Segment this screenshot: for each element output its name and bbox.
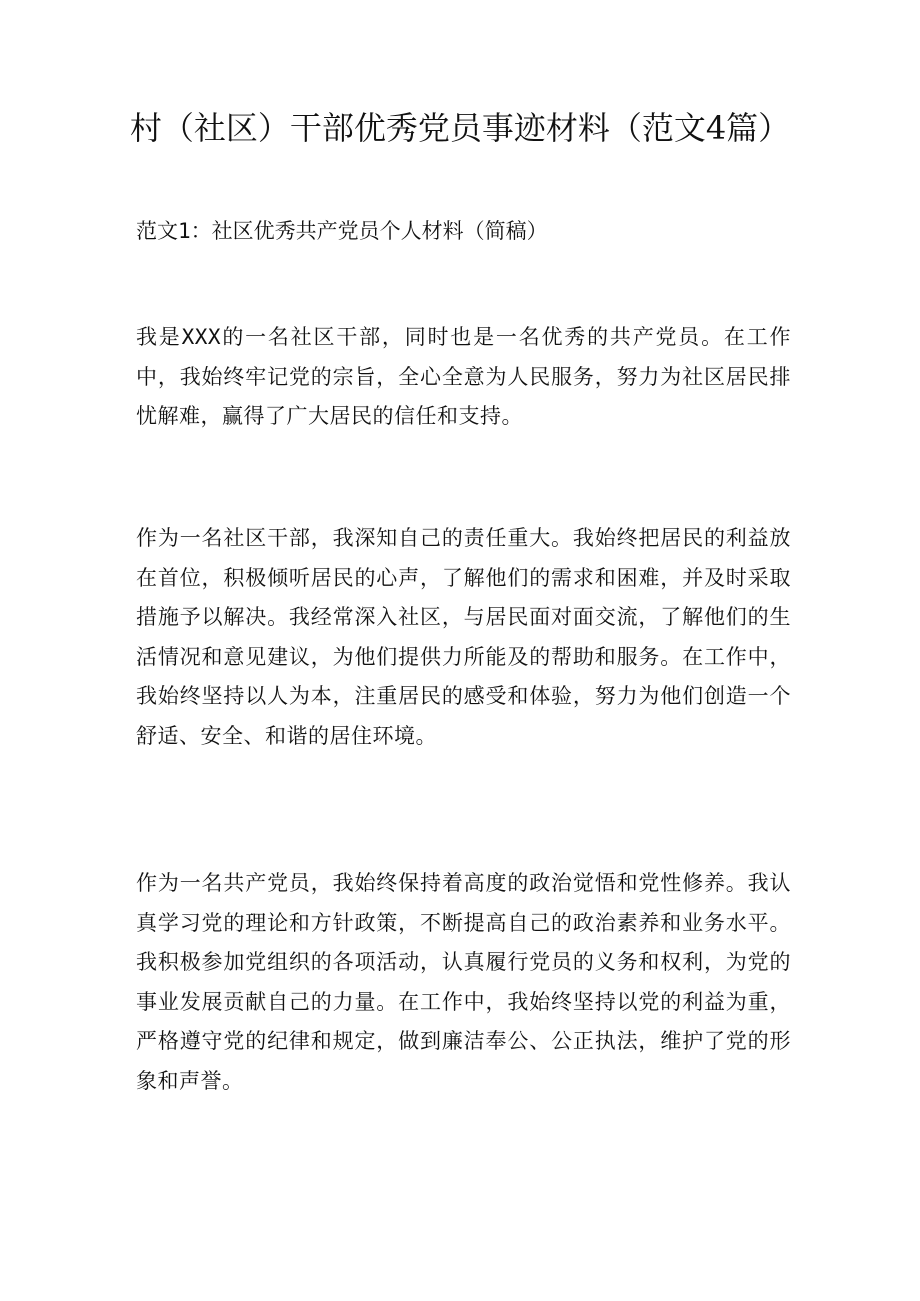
section-subtitle: 范文1：社区优秀共产党员个人材料（简稿） <box>136 219 548 243</box>
paragraph-1: 我是XXX的一名社区干部，同时也是一名优秀的共产党员。在工作中，我始终牢记党的宗旨，全心全意为人民服务，努力为社区居民排忧解难，赢得了广大居民的信任和支持。 <box>136 325 791 428</box>
document-title: 村（社区）干部优秀党员事迹材料（范文4篇） <box>129 109 791 147</box>
paragraph-3: 作为一名共产党员，我始终保持着高度的政治觉悟和党性修养。我认真学习党的理论和方针政策，不断提高自己的政治素养和业务水平。我积极参加党组织的各项活动，认真履行党员的义务和权利，为党的事业发展贡献自己的力量。在工作中，我始终坚持以党的利益为重，严格遵守党的纪律和规定，做到廉洁奉公、公正执法，维护了党的形象和声誉。 <box>136 871 791 1093</box>
paragraph-2: 作为一名社区干部，我深知自己的责任重大。我始终把居民的利益放在首位，积极倾听居民的心声，了解他们的需求和困难，并及时采取措施予以解决。我经常深入社区，与居民面对面交流，了解他们的生活情况和意见建议，为他们提供力所能及的帮助和服务。在工作中，我始终坚持以人为本，注重居民的感受和体验，努力为他们创造一个舒适、安全、和谐的居住环境。 <box>136 526 791 748</box>
